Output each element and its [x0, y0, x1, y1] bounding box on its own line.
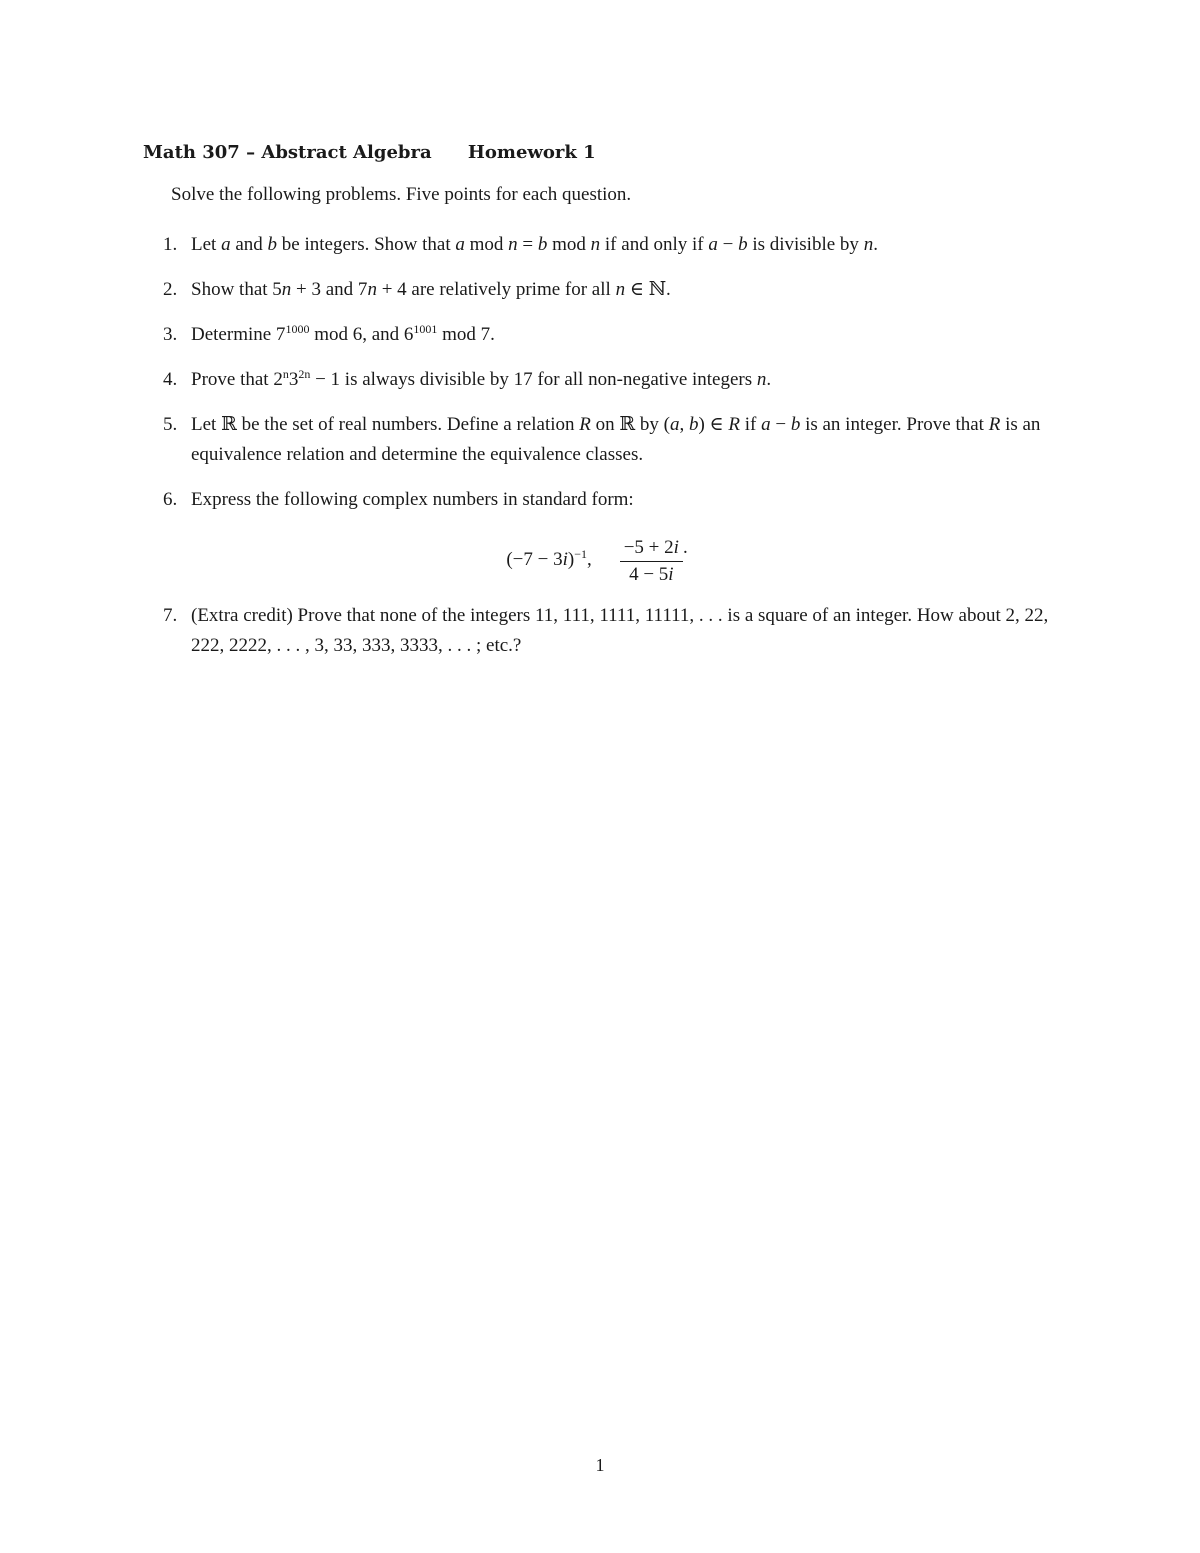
problem-7: [163, 601, 1063, 661]
problem-number: 6.: [163, 489, 178, 510]
problem-text: (Extra credit) Prove that none of the integers 11, 111, 1111, 11111, . . . is a square of an integer. How about 2, 22, 222, 2222, . . . , 3, 33, 333, 3333, . . . ; etc.?: [191, 605, 1049, 656]
problem-number: 3.: [163, 324, 178, 345]
fraction-numerator: −5 + 2i: [620, 537, 683, 562]
problem-number: 2.: [163, 279, 178, 300]
page-header: [143, 142, 596, 163]
problem-4: [163, 365, 1063, 395]
problem-text: Let a and b be integers. Show that a mod n = b mod n if and only if a − b is divisible by n.: [191, 234, 878, 255]
problem-1: [163, 230, 1063, 260]
problem-text: Determine $7^{1000}$ mod 6, and $6^{1001}$ mod 7.: [191, 322, 495, 345]
problem-number: 7.: [163, 605, 178, 626]
page-number: 1: [595, 1455, 605, 1475]
instructions: Solve the following problems. Five points for each question.: [171, 184, 632, 205]
complex-expressions: [191, 533, 1063, 586]
problem-text: Let ℝ be the set of real numbers. Define a relation R on ℝ by (a, b) ∈ R if a − b is an integer. Prove that R is an equivalence relation and determine the equivalence classes.: [191, 414, 1041, 465]
problem-text: Express the following complex numbers in standard form:: [191, 489, 634, 510]
fraction-expression: $\frac{-5 + 2i}{4 - 5i}$ .: [620, 533, 688, 586]
problem-number: 1.: [163, 234, 178, 255]
problem-list: [163, 230, 1063, 676]
problem-text: Prove that $2^n3^{2n} - 1$ is always divisible by 17 for all non-negative integers n.: [191, 367, 772, 390]
assignment-title: Homework 1: [467, 142, 596, 163]
fraction-denominator: 4 − 5i: [629, 564, 674, 585]
inverse-expression: $(-7 - 3i)^{-1}$,: [506, 546, 592, 570]
problem-number: 5.: [163, 414, 178, 435]
problem-3: [163, 320, 1063, 350]
problem-text: Show that 5n + 3 and 7n + 4 are relatively prime for all n ∈ ℕ.: [191, 279, 671, 300]
problem-number: 4.: [163, 369, 178, 390]
problem-2: [163, 275, 1063, 305]
course-title: Math 307 – Abstract Algebra: [143, 142, 432, 163]
problem-6: [163, 485, 1063, 586]
problem-5: [163, 410, 1063, 470]
